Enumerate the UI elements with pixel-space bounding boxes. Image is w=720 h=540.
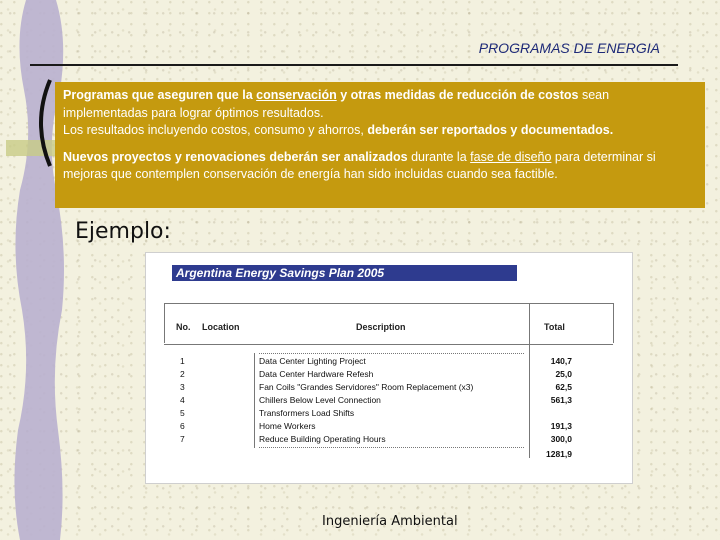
row-total: 561,3: [550, 395, 572, 405]
row-total: 191,3: [550, 421, 572, 431]
table-row: [146, 434, 632, 447]
p1-text-c: y otras medidas de reducción de costos: [336, 88, 582, 102]
row-no: 7: [180, 434, 185, 444]
p3-text-a: Nuevos proyectos y renovaciones deberán ser analizados: [63, 149, 408, 164]
table-divider: [164, 303, 165, 343]
table-divider: [613, 303, 614, 343]
p3-text-c: fase de diseño: [470, 149, 552, 164]
footer-text: Ingeniería Ambiental: [322, 514, 458, 529]
grand-total: 1281,9: [546, 449, 572, 459]
row-no: 4: [180, 395, 185, 405]
row-description: Reduce Building Operating Hours: [259, 434, 386, 444]
header-total: Total: [544, 322, 565, 332]
p1-text-d: sean implementadas para lograr óptimos resultados.: [63, 88, 610, 120]
row-no: 5: [180, 408, 185, 418]
table-row: [146, 408, 632, 421]
row-total: 300,0: [550, 434, 572, 444]
table-row: [146, 421, 632, 434]
table-row: [146, 356, 632, 369]
p1-text-b: conservación: [256, 88, 337, 102]
row-description: Data Center Lighting Project: [259, 356, 366, 366]
p2-text-b: deberán ser reportados y documentados.: [367, 123, 614, 137]
row-no: 6: [180, 421, 185, 431]
p3-text-b: durante la: [407, 149, 471, 164]
page-title: PROGRAMAS DE ENERGIA: [478, 40, 660, 56]
p1-text-a: Programas que aseguren que la: [63, 88, 257, 102]
title-underline: [30, 64, 678, 66]
paragraph-1: [63, 87, 697, 122]
content-box: [55, 82, 705, 208]
row-total: 25,0: [555, 369, 572, 379]
row-description: Home Workers: [259, 421, 316, 431]
header-location: Location: [202, 322, 240, 332]
example-heading: Ejemplo:: [75, 219, 171, 244]
row-description: Data Center Hardware Refesh: [259, 369, 374, 379]
header-no: No.: [176, 322, 191, 332]
row-no: 1: [180, 356, 185, 366]
table-row: [146, 395, 632, 408]
row-no: 2: [180, 369, 185, 379]
paragraph-3: [63, 149, 697, 184]
header-description: Description: [356, 322, 406, 332]
table-dotted-rule: [259, 447, 524, 448]
table-title: Argentina Energy Savings Plan 2005: [172, 265, 517, 281]
table-row: [146, 382, 632, 395]
energy-savings-table: [145, 252, 633, 484]
paragraph-2: [63, 122, 697, 140]
row-no: 3: [180, 382, 185, 392]
p2-text-a: Los resultados incluyendo costos, consumo y ahorros,: [63, 123, 368, 137]
row-total: 140,7: [550, 356, 572, 366]
row-description: Fan Coils "Grandes Servidores" Room Replacement (x3): [259, 382, 474, 392]
row-description: Transformers Load Shifts: [259, 408, 355, 418]
row-description: Chillers Below Level Connection: [259, 395, 381, 405]
left-bracket-decoration: [26, 78, 56, 168]
table-dotted-rule: [259, 353, 524, 354]
table-total-row: [146, 449, 632, 462]
row-total: 62,5: [555, 382, 572, 392]
p3-text-d: para determinar si mejoras que contemplen conservación de energía han sido incluidas cuando sea factible.: [63, 149, 656, 181]
table-row: [146, 369, 632, 382]
